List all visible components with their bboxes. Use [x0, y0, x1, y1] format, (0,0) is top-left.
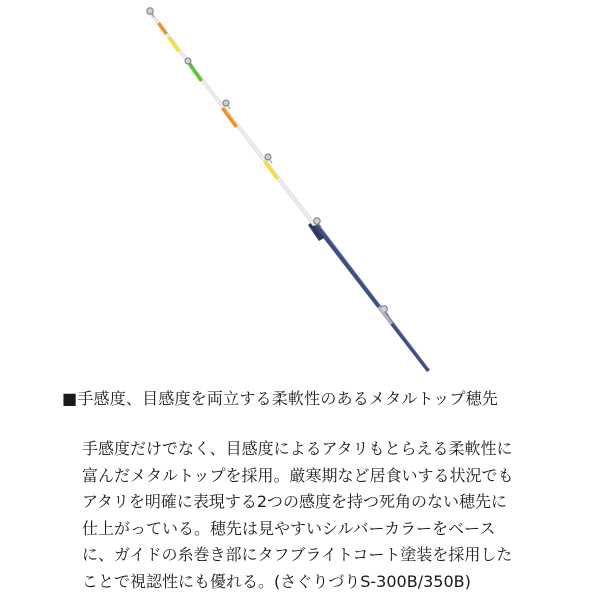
wrap-orange-2	[221, 107, 238, 128]
guide-4	[314, 218, 320, 224]
rod-blank	[314, 224, 430, 372]
wrap-orange-1	[157, 22, 168, 35]
description-line: 手感度だけでなく、目感度によるアタリもとらえる柔軟性に	[82, 439, 513, 458]
feature-heading: ■手感度、目感度を両立する柔軟性のあるメタルトップ穂先	[62, 389, 499, 408]
guide-1	[185, 58, 191, 64]
guide-2	[223, 100, 229, 106]
guide-3	[265, 154, 271, 160]
wrap-yellow-2	[263, 160, 279, 180]
feature-description	[82, 436, 552, 595]
description-line: 富んだメタルトップを採用。厳寒期など居食いする状況でも	[82, 465, 514, 485]
wrap-green-1	[188, 63, 203, 82]
wrap-yellow-1	[167, 36, 180, 52]
guide-top	[147, 8, 153, 14]
description-line: 仕上がっている。穂先は見やすいシルバーカラーをベース	[82, 518, 496, 538]
description-line: ことで視認性にも優れる。(さぐりづりS-300B/350B)	[82, 571, 471, 591]
description-line: アタリを明確に表現する2つの感度を持つ死角のない穂先に	[82, 492, 508, 511]
description-line: に、ガイドの糸巻き部にタフブライトコート塗装を採用した	[82, 545, 513, 564]
